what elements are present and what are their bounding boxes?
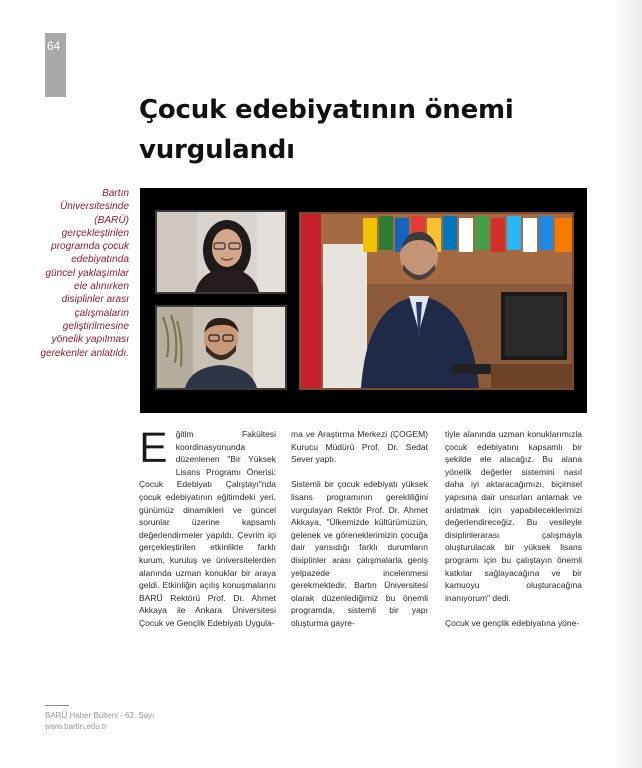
participant-tile-man [155,305,287,390]
footer-bulletin: BARÜ Haber Bülteni - 62. Sayı [45,711,155,720]
sidebar-quote: Bartın Üniversitesinde (BARÜ) gerçekleştirilen programda çocuk edebiyatında güncel yaklaşımlar ele alınırken disiplinler arası çalışmaların geliştirilmesine yönelik yapılması gerekenler anlatıldı. [40,188,129,359]
participant-man-illustration [157,307,285,388]
article-paragraph [139,424,276,630]
article-column-1 [139,424,276,642]
page-number: 64 [47,39,61,53]
participant-tile-rector [299,212,574,390]
rector-office-illustration [301,214,572,388]
footer-rule [45,705,69,706]
drop-cap: E [139,424,168,472]
article-paragraph: Çocuk ve gençlik edebiyatına yöne- [445,617,580,628]
article-paragraph: ma ve Araştırma Merkezi (ÇOGEM) Kurucu Müdürü Prof. Dr. Sedat Sever yaptı. [291,429,428,465]
participant-woman-illustration [157,212,285,292]
article-body [139,424,586,628]
video-conference-photo [140,188,587,413]
article-text: ğitim Fakültesi koordinasyonunda düzenlenen "Bir Yüksek Lisans Programı Önerisi: Çocuk Edebiyatı Çalıştayı"nda çocuk edebiyatının eğitimdeki yeri, günümüz dinamikleri ve güncel sorunlar üzerine kapsamlı değerlendirmeler yapıldı. Çevrim içi gerçekleştirilen etkinlikte farklı kurum, kuruluş ve üniversitelerden alanında uzman konuklar bir araya geldi. Etkinliğin açılış konuşmalarını BARÜ Rektörü Prof. Dr. Ahmet Akkaya ile Ankara Üniversitesi Çocuk ve Gençlik Edebiyatı Uygula- [139,429,276,628]
participant-tile-woman [155,210,287,294]
page-edge-shade [612,0,642,768]
article-paragraph: Sistemli bir çocuk edebiyatı yüksek lisans programının gerekliliğini vurgulayan Rektör Prof. Dr. Ahmet Akkaya, "Ülkemizde kültürümüzün, gelenek ve göreneklerimizin çocuğa dair yansıdığı farklı durumların disiplinler arası çalışmalarla geniş yelpazede incelenmesi gerekmektedir. Bartın Üniversitesi olarak düzenlediğimiz bu önemli programda, sistemli bir yapı oluşturma gayre- [291,479,428,628]
footer-website[interactable]: www.bartin.edu.tr [45,722,107,731]
article-column-3 [445,428,582,642]
page-number-tab [45,33,66,97]
article-column-2 [291,428,428,642]
article-headline: Çocuk edebiyatının önemi vurgulandı [139,95,514,165]
article-paragraph: tiyle alanında uzman konuklarımızla çocuk edebiyatını kapsamlı bir şekilde ele alacağız. Bu alana yönelik değerler sistemini nasıl daha iyi aktaracağımızı, biçimsel yapısına dair unsurları anlamak ve anlatmak için yapabileceklerimizi değerlendireceğiz. Bu vesileyle disiplinlerarası çalışmayla oluşturulacak bir yüksek lisans programı için bu çalıştayın önemli katkılar sağlayacağına ve bir kamuoyu oluşturacağına inanıyorum" dedi. [445,429,582,603]
